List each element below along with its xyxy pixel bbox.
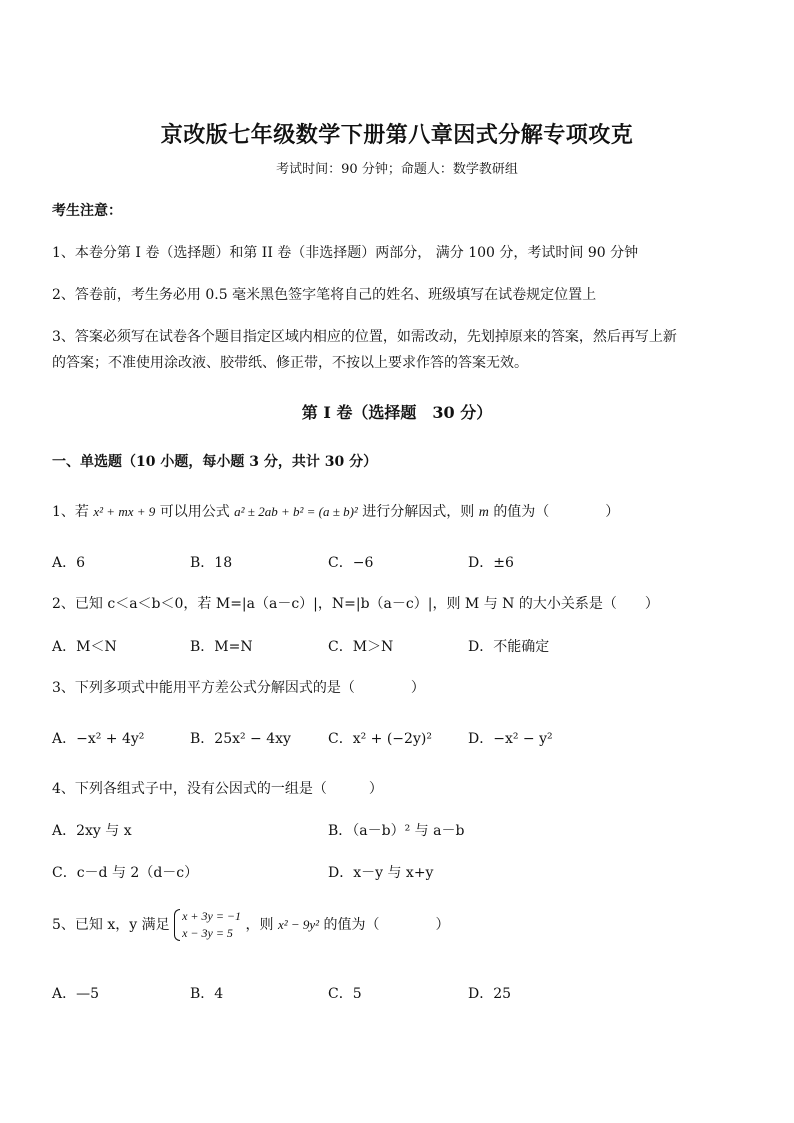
question-text: 进行分解因式，则 bbox=[362, 504, 475, 520]
notice-heading: 考生注意： bbox=[52, 203, 122, 219]
question-text: 的值为（ ） bbox=[493, 504, 620, 520]
equation-1: x + 3y = −1 bbox=[182, 909, 242, 923]
option-d[interactable]: D．25 bbox=[468, 986, 512, 1002]
equation-2: x − 3y = 5 bbox=[182, 926, 233, 940]
page-subtitle: 考试时间：90 分钟；命题人：数学教研组 bbox=[276, 162, 518, 177]
question-text: 的值为（ ） bbox=[323, 917, 450, 933]
option-c[interactable]: C．c－d 与 2（d－c） bbox=[52, 865, 199, 881]
option-c[interactable]: C．x² + (−2y)² bbox=[328, 731, 432, 747]
option-b[interactable]: B．18 bbox=[190, 555, 233, 571]
option-a[interactable]: A．−x² + 4y² bbox=[52, 731, 145, 747]
question-4: 4、下列各组式子中，没有公因式的一组是（ ） bbox=[52, 781, 383, 797]
math-variable: m bbox=[478, 505, 489, 520]
option-b[interactable]: B．（a－b）² 与 a－b bbox=[328, 823, 465, 839]
question-5 bbox=[52, 908, 752, 942]
question-1 bbox=[52, 501, 752, 521]
option-a[interactable]: A．M＜N bbox=[52, 639, 117, 655]
option-c[interactable]: C．5 bbox=[328, 986, 362, 1002]
part-heading: 第 I 卷（选择题 30 分） bbox=[301, 403, 493, 422]
math-expression: x² − 9y² bbox=[277, 917, 320, 932]
option-a[interactable]: A．2xy 与 x bbox=[52, 823, 132, 839]
option-b[interactable]: B．M=N bbox=[190, 639, 253, 655]
question-3: 3、下列多项式中能用平方差公式分解因式的是（ ） bbox=[52, 680, 425, 696]
question-text: 5、已知 x，y 满足 bbox=[52, 917, 170, 933]
equation-system bbox=[174, 908, 241, 942]
option-c[interactable]: C．M＞N bbox=[328, 639, 394, 655]
option-b[interactable]: B．4 bbox=[190, 986, 224, 1002]
math-expression: a² ± 2ab + b² = (a ± b)² bbox=[234, 504, 358, 519]
section-heading: 一、单选题（10 小题，每小题 3 分，共计 30 分） bbox=[52, 454, 378, 470]
notice-item: 的答案；不准使用涂改液、胶带纸、修正带，不按以上要求作答的答案无效。 bbox=[52, 355, 528, 371]
page-title: 京改版七年级数学下册第八章因式分解专项攻克 bbox=[160, 122, 634, 148]
option-d[interactable]: D．不能确定 bbox=[468, 639, 550, 655]
question-text: ，则 bbox=[245, 917, 274, 933]
option-d[interactable]: D．x－y 与 x+y bbox=[328, 865, 434, 881]
math-expression: x² + mx + 9 bbox=[93, 504, 156, 519]
option-b[interactable]: B．25x² − 4xy bbox=[190, 731, 291, 747]
question-text: 可以用公式 bbox=[159, 504, 230, 520]
option-d[interactable]: D．−x² − y² bbox=[468, 731, 553, 747]
option-a[interactable]: A．6 bbox=[52, 555, 86, 571]
notice-item: 2、答卷前，考生务必用 0.5 毫米黑色签字笔将自己的姓名、班级填写在试卷规定位置上 bbox=[52, 287, 597, 303]
option-a[interactable]: A．—5 bbox=[52, 986, 100, 1002]
option-c[interactable]: C．−6 bbox=[328, 555, 374, 571]
option-d[interactable]: D．±6 bbox=[468, 555, 514, 571]
notice-item: 1、本卷分第 I 卷（选择题）和第 II 卷（非选择题）两部分， 满分 100 分，考试时间 90 分钟 bbox=[52, 245, 639, 261]
question-2: 2、已知 c＜a＜b＜0，若 M=|a（a－c）|，N=|b（a－c）|，则 M 与 N 的大小关系是（ ） bbox=[52, 596, 659, 612]
question-text: 1、若 bbox=[52, 504, 89, 520]
notice-item: 3、答案必须写在试卷各个题目指定区域内相应的位置，如需改动，先划掉原来的答案，然后再写上新 bbox=[52, 329, 677, 345]
